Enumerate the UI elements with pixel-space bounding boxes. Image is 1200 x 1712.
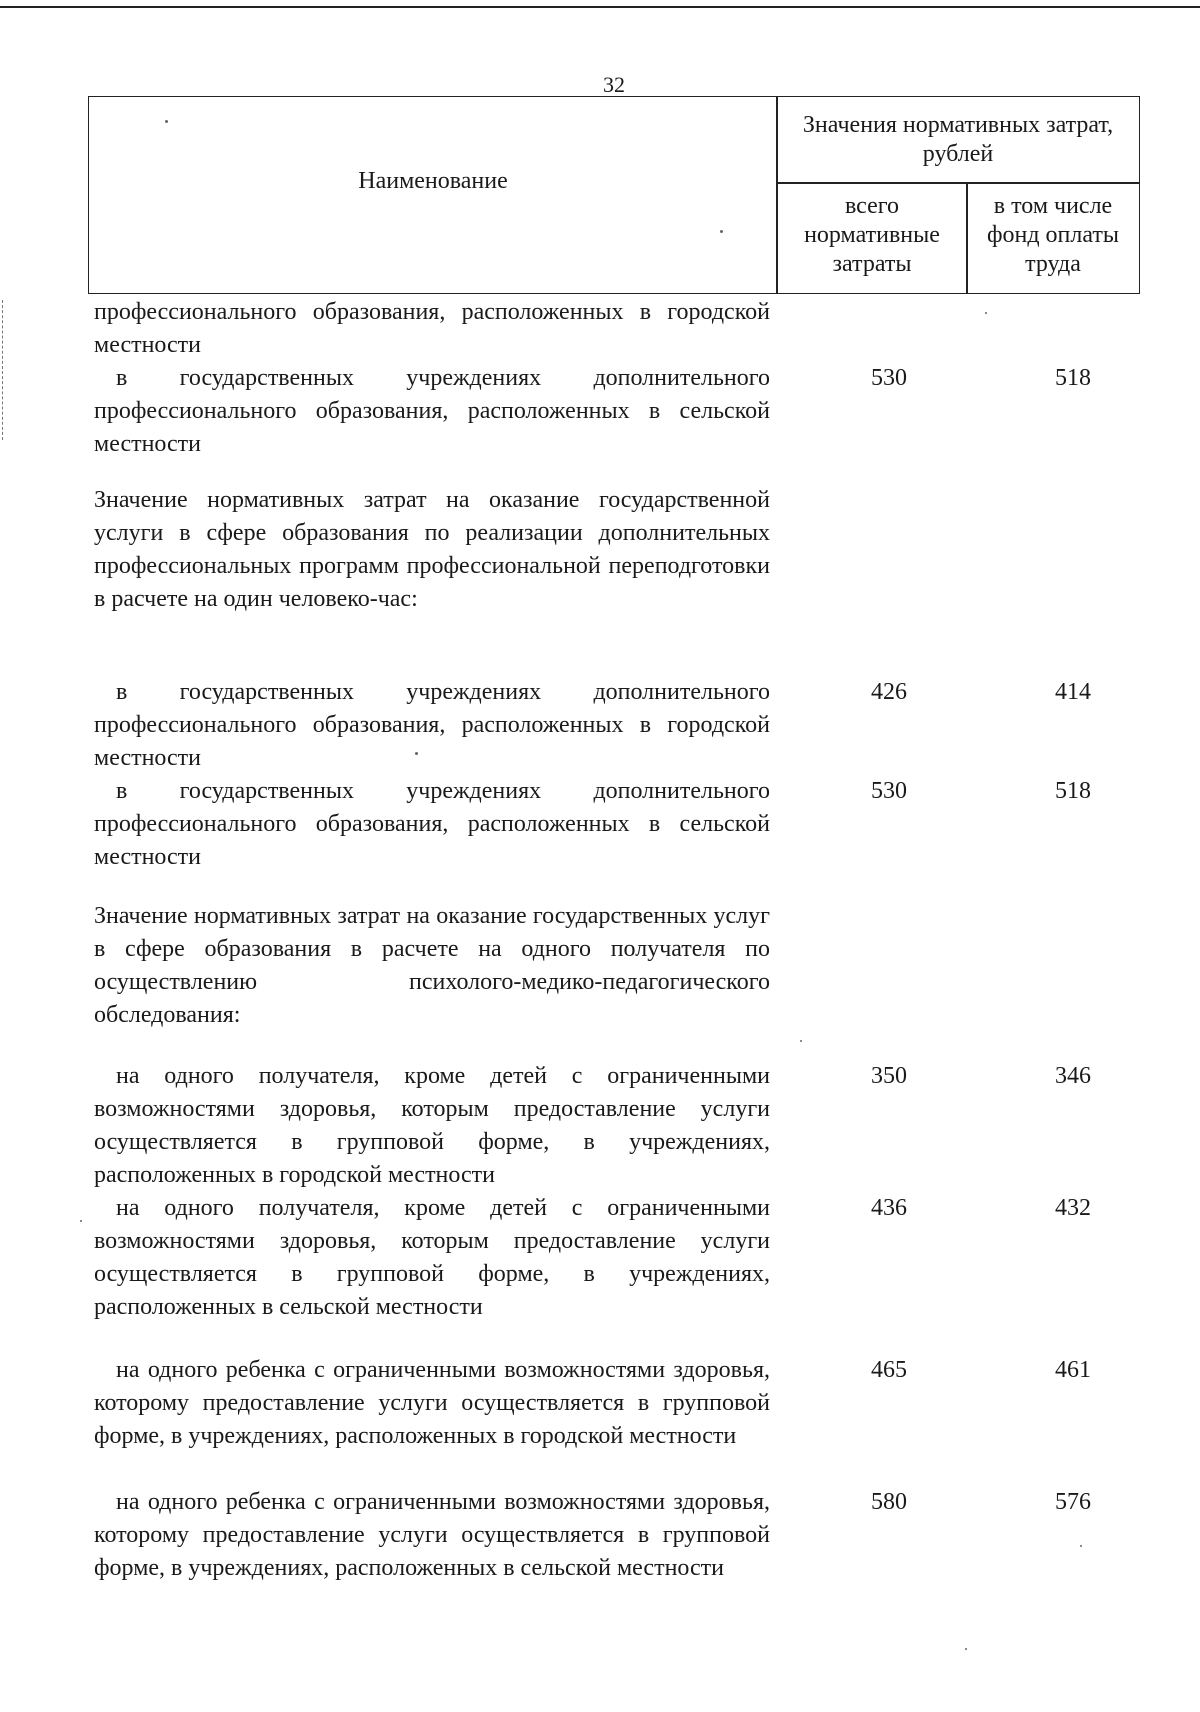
row-total: 530	[871, 778, 907, 804]
row-name: на одного ребенка с ограниченными возможностями здоровья, которому предоставление услуги осуществляется в групповой форме, в учреждениях, расположенных в сельской местности	[94, 1489, 770, 1581]
scan-speck	[80, 1220, 82, 1222]
row-payroll: 518	[1055, 778, 1091, 804]
row-name: на одного получателя, кроме детей с ограниченными возможностями здоровья, которым предоставление услуги осуществляется в групповой форме, в учреждениях, расположенных в сельской местности	[94, 1195, 770, 1320]
page-number: 32	[603, 72, 625, 97]
row-payroll: 518	[1055, 365, 1091, 391]
row-total: 580	[871, 1489, 907, 1515]
scan-speck	[965, 1648, 967, 1650]
row-total: 436	[871, 1195, 907, 1221]
header-total-cell: всего нормативные затраты	[776, 182, 968, 294]
table-row	[94, 1060, 1174, 1192]
row-name: Значение нормативных затрат на оказание государственных услуг в сфере образования в расчете на одного получателя по осуществлению психолого-медико-педагогического обследования:	[94, 903, 770, 1028]
row-total: 426	[871, 679, 907, 705]
table-row	[94, 296, 1174, 362]
row-total: 350	[871, 1063, 907, 1089]
row-name: в государственных учреждениях дополнительного профессионального образования, расположенных в сельской местности	[94, 778, 770, 870]
table-row	[94, 775, 1174, 874]
row-name: профессионального образования, расположенных в городской местности	[94, 299, 770, 358]
table-row	[94, 484, 1174, 616]
header-values-cell: Значения нормативных затрат, рублей	[776, 96, 1140, 184]
row-payroll: 432	[1055, 1195, 1091, 1221]
table-row	[94, 1192, 1174, 1324]
scan-speck	[1080, 1545, 1082, 1547]
table-row	[94, 1354, 1174, 1453]
row-total: 530	[871, 365, 907, 391]
row-name: на одного получателя, кроме детей с ограниченными возможностями здоровья, которым предоставление услуги осуществляется в групповой форме, в учреждениях, расположенных в городской местности	[94, 1063, 770, 1188]
header-payroll-cell: в том числе фонд оплаты труда	[966, 182, 1140, 294]
scan-speck	[415, 752, 418, 755]
scan-speck	[720, 230, 723, 233]
row-name: на одного ребенка с ограниченными возможностями здоровья, которому предоставление услуги осуществляется в групповой форме, в учреждениях, расположенных в городской местности	[94, 1357, 770, 1449]
row-payroll: 346	[1055, 1063, 1091, 1089]
table-row	[94, 1486, 1174, 1585]
table-row	[94, 900, 1174, 1032]
row-name: Значение нормативных затрат на оказание государственной услуги в сфере образования по реализации дополнительных профессиональных программ профессиональной переподготовки в расчете на один человеко-час:	[94, 487, 770, 612]
table-row	[94, 362, 1174, 461]
row-name: в государственных учреждениях дополнительного профессионального образования, расположенных в городской местности	[94, 679, 770, 771]
header-name-label: Наименование	[358, 167, 508, 194]
scan-top-border	[0, 0, 1200, 8]
scan-left-edge	[2, 300, 3, 440]
table-row	[94, 676, 1174, 775]
scan-speck	[985, 312, 987, 314]
scan-speck	[165, 120, 168, 123]
row-payroll: 414	[1055, 679, 1091, 705]
row-payroll: 461	[1055, 1357, 1091, 1383]
row-payroll: 576	[1055, 1489, 1091, 1515]
header-name-cell	[88, 96, 778, 294]
row-name: в государственных учреждениях дополнительного профессионального образования, расположенных в сельской местности	[94, 365, 770, 457]
row-total: 465	[871, 1357, 907, 1383]
scan-speck	[800, 1040, 802, 1042]
